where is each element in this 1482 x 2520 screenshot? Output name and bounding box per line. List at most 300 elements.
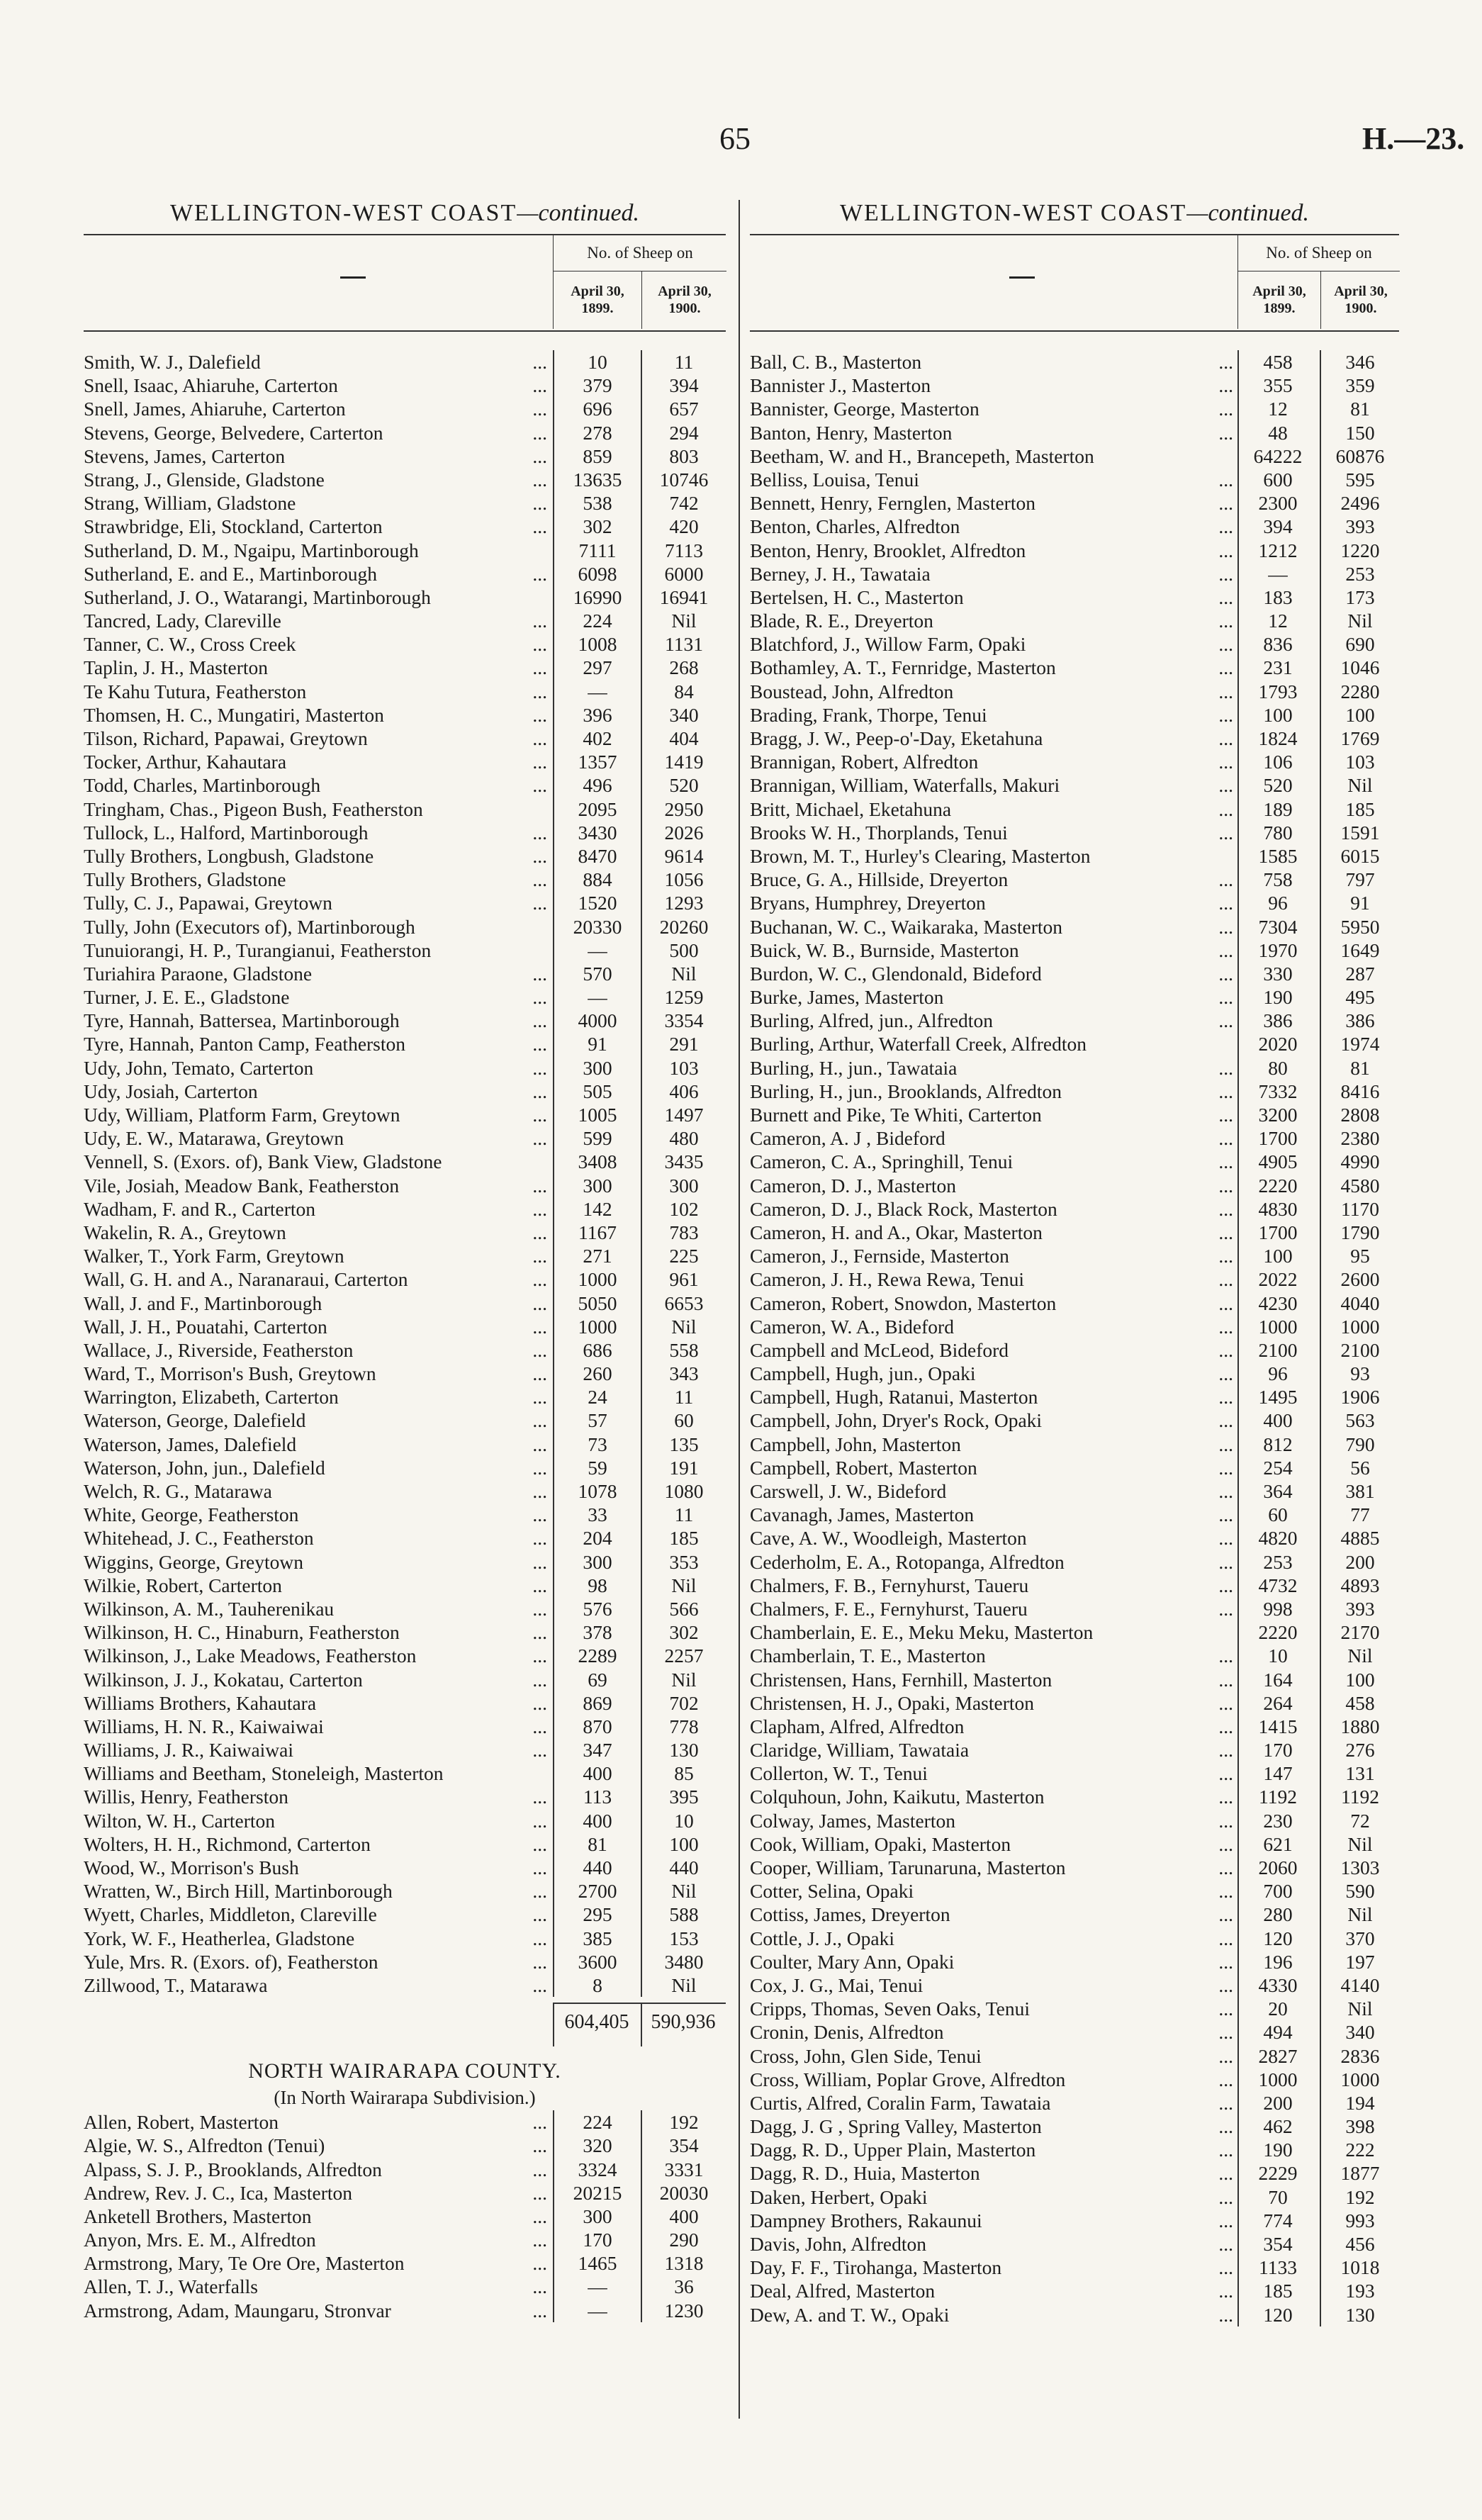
sheep-1900: Nil [671,610,697,632]
sheep-1900: 9614 [664,844,704,867]
sheep-1899: 142 [583,1197,612,1220]
leader-dots: ... [1218,1009,1233,1032]
leader-dots: ... [532,2205,547,2227]
table-row [84,1032,726,1055]
owner-name: Burling, H., jun., Tawataia [750,1056,958,1079]
sheep-1899: 302 [583,515,612,538]
sheep-1900: 2100 [1340,1338,1380,1361]
sheep-1899: 147 [1263,1762,1293,1785]
table-row [750,1385,1399,1409]
right-column-title: WELLINGTON-WEST COAST—continued. [839,200,1310,226]
leader-dots: ... [1218,1104,1233,1126]
sheep-1899: 696 [583,398,612,420]
owner-name: Tyre, Hannah, Panton Camp, Featherston [84,1033,406,1055]
owner-name: Buick, W. B., Burnside, Masterton [750,939,1019,961]
leader-dots: ... [532,421,547,444]
table-row [84,1503,726,1526]
sheep-1899: 2020 [1258,1033,1298,1055]
table-row [750,539,1399,562]
table-row [750,939,1399,962]
col-1900-header: April 30, 1900. [641,271,727,329]
sheep-1900: 1769 [1340,727,1380,749]
table-row [750,868,1399,891]
leader-dots: ... [1218,374,1233,397]
sheep-1899: 600 [1263,468,1293,491]
leader-dots: ... [1218,727,1233,749]
owner-name: Chamberlain, T. E., Masterton [750,1645,986,1667]
owner-name: Todd, Charles, Martinborough [84,774,321,797]
leader-dots: ... [532,1973,547,1996]
leader-dots: ... [532,774,547,797]
sheep-1900: 742 [669,492,699,515]
sheep-1899: 224 [583,610,612,632]
leader-dots: ... [532,2111,547,2134]
owner-name: Wadham, F. and R., Carterton [84,1197,316,1220]
sheep-1899: 3324 [578,2158,617,2180]
owner-name: Warrington, Elizabeth, Carterton [84,1386,339,1409]
table-row [84,1903,726,1926]
table-row [84,962,726,985]
sheep-1899: 496 [583,774,612,797]
table-row [750,2044,1399,2068]
sheep-1900: 2496 [1340,492,1380,515]
owner-name: Snell, Isaac, Ahiaruhe, Carterton [84,374,338,397]
owner-name: Whitehead, J. C., Featherston [84,1527,314,1550]
leader-dots: ... [1218,1550,1233,1573]
owner-name: Strawbridge, Eli, Stockland, Carterton [84,515,383,538]
owner-name: Tancred, Lady, Clareville [84,610,281,632]
sheep-1899: 48 [1268,421,1288,444]
sheep-count-header [1237,235,1400,329]
owner-name: Williams, J. R., Kaiwaiwai [84,1739,294,1762]
leader-dots: ... [532,468,547,491]
table-row [750,2185,1399,2209]
sheep-1900: Nil [671,1668,697,1691]
sheep-1899: 278 [583,421,612,444]
leader-dots: ... [1218,1574,1233,1596]
leader-dots: ... [1218,797,1233,820]
left-table-header [84,234,726,332]
sheep-1900: 100 [669,1832,699,1855]
table-row [750,656,1399,679]
leader-dots: ... [532,1056,547,1079]
owner-name: Berney, J. H., Tawataia [750,562,931,585]
table-row [750,1973,1399,1997]
table-row [750,1762,1399,1785]
sheep-1899: 386 [1263,1009,1293,1032]
sheep-1900: 185 [1345,797,1375,820]
sheep-1899: 8470 [578,844,617,867]
sheep-1900: 290 [669,2229,699,2251]
table-row [84,891,726,914]
owner-name: Chamberlain, E. E., Meku Meku, Masterton [750,1621,1094,1644]
left-column [84,193,726,2322]
owner-name: Cooper, William, Tarunaruna, Masterton [750,1857,1066,1878]
sheep-1899: 4230 [1258,1292,1298,1314]
sheep-1900: Nil [1347,610,1373,632]
table-row [84,1315,726,1338]
table-row [750,515,1399,538]
page-number: 65 [719,121,751,156]
total-1899: 604,405 [564,2011,629,2034]
sheep-1899: 1000 [1258,1315,1298,1338]
leader-dots: ... [1218,986,1233,1009]
table-row [750,1126,1399,1150]
owner-name: Tully Brothers, Longbush, Gladstone [84,844,374,867]
sheep-1900: 72 [1350,1809,1370,1832]
owner-name: Clapham, Alfred, Alfredton [750,1715,965,1737]
sheep-1900: 354 [669,2134,699,2157]
owner-name: Dagg, R. D., Huia, Masterton [750,2162,980,2185]
sheep-1899: 4905 [1258,1150,1298,1173]
sheep-1900: 1131 [665,633,703,656]
sheep-1899: 2100 [1258,1338,1298,1361]
sheep-1900: Nil [1347,1645,1373,1667]
sheep-1899: 599 [583,1127,612,1150]
sheep-1900: 420 [669,515,699,538]
table-row [750,1997,1399,2020]
leader-dots: ... [532,1809,547,1832]
table-row [84,1456,726,1479]
table-row [84,1574,726,1597]
sheep-1899: 16990 [573,586,622,608]
sheep-1899: 254 [1263,1456,1293,1479]
table-row [750,2279,1399,2302]
sheep-1899: 440 [583,1857,612,1878]
sheep-1900: Nil [1347,1832,1373,1855]
table-row [84,1620,726,1644]
sheep-1899: 60 [1268,1503,1288,1526]
sheep-1899: 780 [1263,821,1293,844]
table-row [84,2110,726,2134]
table-row [84,1385,726,1409]
table-row [750,1150,1399,1173]
sheep-1899: 870 [583,1715,612,1737]
owner-name: Ward, T., Morrison's Bush, Greytown [84,1362,376,1385]
sheep-1899: 1000 [578,1315,617,1338]
sheep-1899: 253 [1263,1550,1293,1573]
owner-name: Cameron, C. A., Springhill, Tenui [750,1150,1014,1173]
sheep-1900: 458 [1345,1691,1375,1714]
sheep-1899: 73 [588,1433,607,1455]
sheep-1900: 2257 [664,1645,704,1667]
sheep-1899: — [588,680,607,702]
leader-dots: ... [532,2299,547,2322]
sheep-1900: 268 [669,656,699,679]
owner-name: Brooks W. H., Thorplands, Tenui [750,821,1008,844]
sheep-1899: 1700 [1258,1127,1298,1150]
leader-dots: ... [532,1033,547,1055]
sheep-1899: 402 [583,727,612,749]
leader-dots: ... [1218,1315,1233,1338]
sheep-1899: 364 [1263,1480,1293,1502]
sheep-1900: 2026 [664,821,704,844]
sheep-1900: 1259 [664,986,704,1009]
sheep-1899: 120 [1263,1927,1293,1949]
leader-dots: ... [532,1574,547,1596]
sheep-1900: 4040 [1340,1292,1380,1314]
table-row [84,1362,726,1385]
leader-dots: ... [1218,398,1233,420]
table-row [750,1903,1399,1926]
leader-dots: ... [1218,892,1233,914]
sheep-1899: 1008 [578,633,617,656]
leader-dots: ... [1218,1645,1233,1667]
table-row [750,2068,1399,2091]
owner-name: Stevens, George, Belvedere, Carterton [84,421,383,444]
owner-name: Cameron, A. J , Bideford [750,1127,945,1150]
owner-name: Colway, James, Masterton [750,1809,955,1832]
sheep-1900: 370 [1345,1927,1375,1949]
table-row [84,1550,726,1574]
table-row [750,1550,1399,1574]
leader-dots: ... [1218,1832,1233,1855]
sheep-1900: 2836 [1340,2044,1380,2067]
owner-name: Wilkinson, H. C., Hinaburn, Featherston [84,1621,400,1644]
sheep-1900: 11 [674,351,694,373]
sheep-1899: 230 [1263,1809,1293,1832]
owner-name: Waterson, James, Dalefield [84,1433,297,1455]
sheep-1900: 131 [1345,1762,1375,1785]
table-row [750,1080,1399,1103]
sheep-1900: Nil [671,1973,697,1996]
sheep-1900: 276 [1345,1739,1375,1762]
table-row [84,1738,726,1762]
owner-name: Tocker, Arthur, Kahautara [84,751,287,773]
leader-dots: ... [1218,2139,1233,2161]
leader-dots: ... [532,1315,547,1338]
sheep-1899: 320 [583,2134,612,2157]
owner-name: Anyon, Mrs. E. M., Alfredton [84,2229,316,2251]
owner-name: Sutherland, D. M., Ngaipu, Martinborough [84,539,419,561]
sheep-1899: 189 [1263,797,1293,820]
table-row [84,1856,726,1879]
table-row [84,350,726,374]
owner-name: Cross, William, Poplar Grove, Alfredton [750,2068,1066,2090]
sheep-1899: 91 [588,1033,607,1055]
leader-dots: ... [1218,351,1233,373]
sheep-1900: 192 [669,2111,699,2134]
owner-name: Burnett and Pike, Te Whiti, Carterton [750,1104,1042,1126]
sheep-1900: 10746 [659,468,709,491]
owner-name: Anketell Brothers, Masterton [84,2205,312,2227]
sheep-1899: 7304 [1258,915,1298,938]
sheep-1900: 253 [1345,562,1375,585]
sheep-1899: 106 [1263,751,1293,773]
sheep-1899: 2095 [578,797,617,820]
owner-name: Tully Brothers, Gladstone [84,868,286,891]
sheep-1900: 287 [1345,962,1375,985]
sheep-1900: 11 [674,1386,694,1409]
sheep-1899: 10 [1268,1645,1288,1667]
sheep-1899: 1793 [1258,680,1298,702]
leader-dots: ... [1218,1715,1233,1737]
sheep-1899: 3408 [578,1150,617,1173]
sheep-1899: 1465 [578,2252,617,2275]
sheep-1899: 1192 [1259,1786,1297,1808]
leader-dots: ... [1218,1197,1233,1220]
owner-name: York, W. F., Heatherlea, Gladstone [84,1927,355,1949]
sheep-1900: 1591 [1340,821,1380,844]
table-row [84,397,726,420]
sheep-1899: 3600 [578,1950,617,1973]
table-row [84,1762,726,1785]
table-row [84,844,726,868]
table-row [84,821,726,844]
leader-dots: ... [1218,1973,1233,1996]
col-1899-header: April 30, 1899. [1252,284,1306,316]
table-row [750,609,1399,632]
sheep-1900: 225 [669,1245,699,1267]
leader-dots: ... [532,2158,547,2180]
sheep-1899: 96 [1268,892,1288,914]
table-row [84,1267,726,1291]
sheep-1900: 1880 [1340,1715,1380,1737]
owner-name: Bertelsen, H. C., Masterton [750,586,964,608]
sheep-1900: 1192 [1341,1786,1379,1808]
table-row [84,2134,726,2157]
table-row [750,1927,1399,1950]
leader-dots: ... [532,1409,547,1432]
leader-dots: ... [532,821,547,844]
owner-name: Dagg, R. D., Upper Plain, Masterton [750,2139,1036,2161]
sheep-1899: 24 [588,1386,607,1409]
sheep-1899: 7111 [578,539,617,561]
sheep-1899: 4732 [1258,1574,1298,1596]
table-row [84,609,726,632]
table-row [84,2299,726,2322]
owner-name: Bruce, G. A., Hillside, Dreyerton [750,868,1009,891]
table-row [84,2158,726,2181]
sheep-1899: 812 [1263,1433,1293,1455]
table-row [84,2251,726,2275]
leader-dots: ... [1218,2021,1233,2044]
table-row [750,1032,1399,1055]
sheep-1900: Nil [671,1574,697,1596]
sheep-1900: 193 [1345,2280,1375,2302]
sheep-1899: 2060 [1258,1857,1298,1878]
table-row [750,773,1399,797]
sheep-1899: 3430 [578,821,617,844]
owner-name: Vile, Josiah, Meadow Bank, Featherston [84,1174,400,1197]
leader-dots: ... [532,2252,547,2275]
sheep-1899: 355 [1263,374,1293,397]
sheep-1900: 173 [1345,586,1375,608]
sheep-1899: 379 [583,374,612,397]
owner-name: Williams and Beetham, Stoneleigh, Masterton [84,1762,444,1785]
leader-dots: ... [532,962,547,985]
leader-dots: ... [532,844,547,867]
table-row [84,1832,726,1856]
owner-name: Turner, J. E. E., Gladstone [84,986,290,1009]
owner-name: Snell, James, Ahiaruhe, Carterton [84,398,346,420]
leader-dots: ... [1218,2115,1233,2138]
table-row [84,1009,726,1032]
table-row [750,821,1399,844]
table-row [750,750,1399,773]
leader-dots: ... [532,1550,547,1573]
table-row [84,656,726,679]
owner-name: Vennell, S. (Exors. of), Bank View, Gladstone [84,1150,442,1173]
sheep-1900: 1790 [1340,1221,1380,1243]
sheep-1900: 1220 [1340,539,1380,561]
owner-name: Smith, W. J., Dalefield [84,351,261,373]
leader-dots: ... [532,1691,547,1714]
leader-dots: ... [532,633,547,656]
sheep-1899: 297 [583,656,612,679]
table-row [750,1315,1399,1338]
sheep-1900: 520 [669,774,699,797]
sheep-1899: 196 [1263,1950,1293,1973]
leader-dots: ... [532,1268,547,1291]
leader-dots: ... [1218,774,1233,797]
sheep-1900: Nil [671,962,697,985]
sheep-1900: 3331 [664,2158,704,2180]
owner-name: Davis, John, Alfredton [750,2233,927,2255]
table-row [84,1433,726,1456]
table-row [750,2091,1399,2115]
sheep-1900: 7113 [665,539,703,561]
owner-name: Allen, Robert, Masterton [84,2111,279,2134]
leader-dots: ... [1218,562,1233,585]
sheep-count-label: No. of Sheep on [554,235,726,271]
sheep-1900: 103 [669,1056,699,1079]
table-row [750,1785,1399,1808]
table-row [84,797,726,821]
table-row [84,421,726,444]
section-subtitle: (In North Wairarapa Subdivision.) [274,2087,536,2109]
sheep-1899: 400 [583,1809,612,1832]
column-divider [739,200,740,2419]
leader-dots: ... [532,1950,547,1973]
sheep-1899: 1167 [578,1221,617,1243]
leader-dots: ... [532,1362,547,1385]
table-row [750,1832,1399,1856]
sheep-1899: 1415 [1258,1715,1298,1737]
owner-name: Campbell, Hugh, jun., Opaki [750,1362,976,1385]
sheep-1900: 500 [669,939,699,961]
leader-dots: ... [532,986,547,1009]
owner-name: Bannister J., Masterton [750,374,931,397]
owner-name: Tyre, Hannah, Battersea, Martinborough [84,1009,400,1032]
sheep-1900: 393 [1345,1597,1375,1620]
sheep-1899: 300 [583,1550,612,1573]
owner-name: Algie, W. S., Alfredton (Tenui) [84,2134,325,2157]
leader-dots: ... [532,374,547,397]
header-dash [1009,276,1035,279]
table-row [750,1197,1399,1221]
sheep-1899: 462 [1263,2115,1293,2138]
owner-name: Claridge, William, Tawataia [750,1739,970,1762]
owner-name: Brannigan, Robert, Alfredton [750,751,979,773]
sheep-1900: 2950 [664,797,704,820]
table-row [84,562,726,586]
owner-name: Cox, J. G., Mai, Tenui [750,1973,924,1996]
table-row [84,1597,726,1620]
owner-name: Bothamley, A. T., Fernridge, Masterton [750,656,1056,679]
sheep-1899: 2229 [1258,2162,1298,2185]
sheep-1899: 6098 [578,562,617,585]
sheep-1900: 961 [669,1268,699,1291]
sheep-1900: 100 [1345,1668,1375,1691]
leader-dots: ... [1218,1386,1233,1409]
sheep-1900: 393 [1345,515,1375,538]
leader-dots: ... [532,1338,547,1361]
table-row [750,1950,1399,1973]
owner-name: Curtis, Alfred, Coralin Farm, Tawataia [750,2091,1051,2114]
table-row [84,1056,726,1080]
col-1900-header: April 30, 1900. [1320,271,1400,329]
